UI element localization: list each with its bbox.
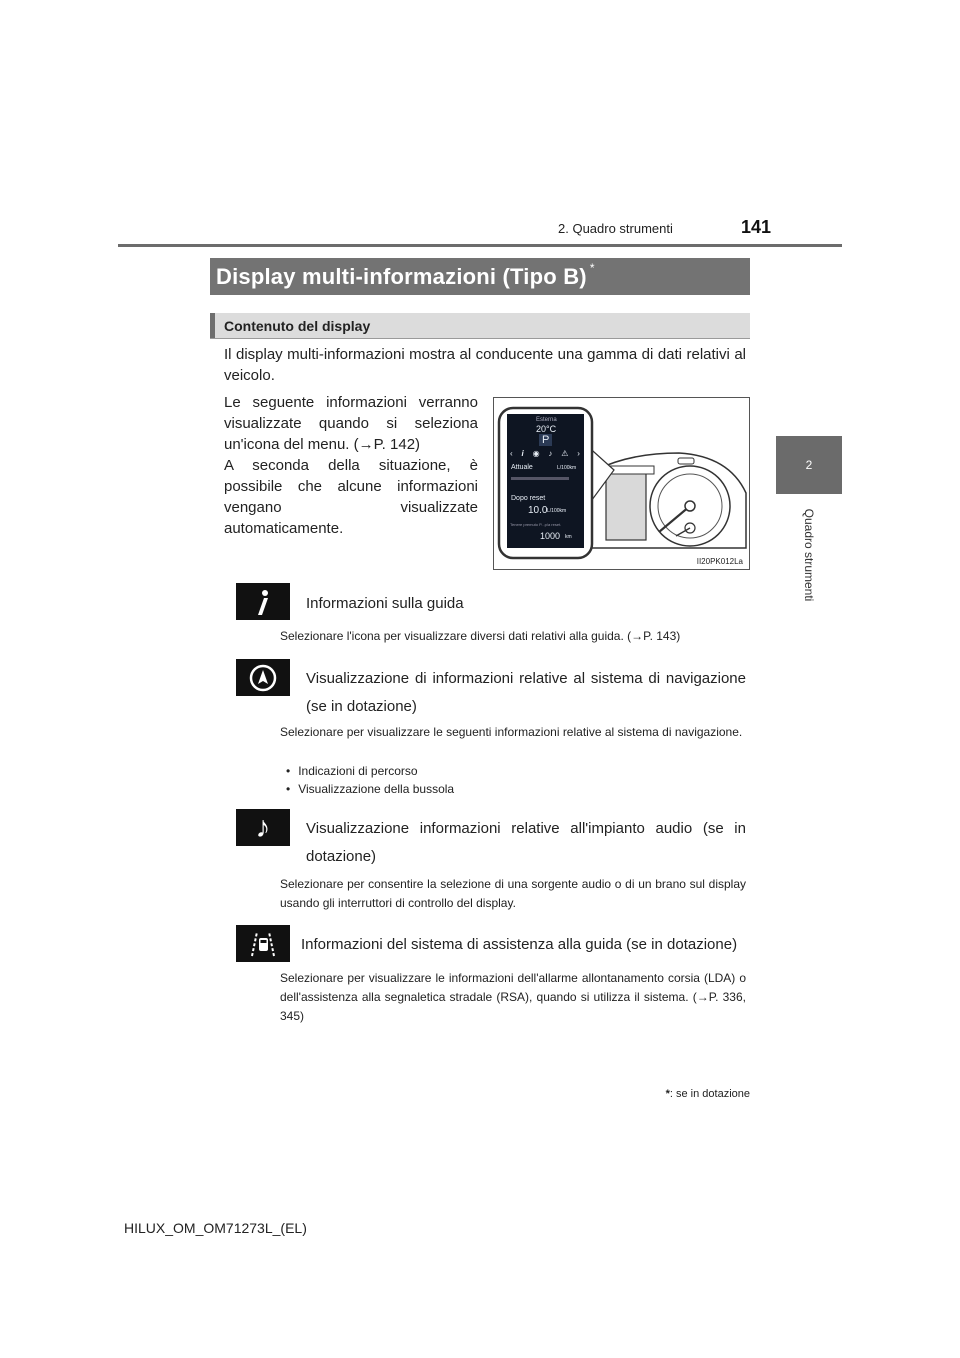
music-note-icon: ♪ (236, 809, 290, 846)
item-title-navigation: Visualizzazione di informazioni relative al sistema di navigazione (se in dotazione) (306, 670, 746, 715)
side-label-text: Quadro strumenti (802, 508, 816, 602)
screen-reset-value: 10.0 (528, 505, 548, 516)
chapter-side-label (802, 500, 816, 610)
driving-assist-icon (236, 925, 290, 962)
lead-line-2: A seconda della situazione, è possibile che alcune informazioni vengano visualizzate automaticamente. (224, 457, 478, 537)
screen-reset-label: Dopo reset (511, 495, 546, 502)
display-screen (508, 415, 583, 547)
screen-current-label: Attuale (511, 464, 533, 471)
page-number: 141 (741, 217, 772, 237)
screen-current-unit: L/100km (557, 465, 577, 471)
subsection-title: Contenuto del display (224, 318, 371, 334)
chevron-right-icon: › (577, 449, 580, 458)
header-divider (118, 244, 842, 247)
screen-top-label: Esterna (536, 417, 557, 423)
chapter-side-tab (776, 436, 842, 494)
document-code-footer: HILUX_OM_OM71273L_(EL) (124, 1220, 307, 1236)
screen-odo-unit: km (565, 534, 572, 540)
info-i-icon: i (521, 449, 524, 458)
screen-gear: P (539, 434, 552, 446)
section-title-bar (210, 258, 750, 295)
item-desc-driving-assist: Selezionare per visualizzare le informazioni dell'allarme allontanamento corsia (LDA) o dell'assistenza alla segnaletica stradale (RSA), quando si utilizza il sistema. (→P. 336, 345) (280, 971, 746, 1023)
subsection-accent (210, 313, 215, 338)
navigation-bullet-list (280, 762, 746, 798)
navigation-icon: ◉ (532, 449, 540, 458)
instrument-cluster-figure (493, 397, 750, 570)
screen-odo-value: 1000 (540, 531, 561, 541)
screen-reset-unit: L/100km (547, 508, 567, 514)
item-desc-navigation: Selezionare per visualizzare le seguenti informazioni relative al sistema di navigazione. (280, 725, 743, 739)
list-item: • Visualizzazione della bussola (280, 780, 746, 798)
lead-paragraph (224, 392, 478, 539)
screen-temperature: 20°C (536, 424, 557, 434)
footnote (666, 1088, 750, 1100)
footnote-mark: * (665, 1088, 670, 1100)
screen-note: Tenere premuto P...p/a reset. (510, 522, 562, 527)
side-tab-number: 2 (805, 458, 813, 472)
intro-paragraph: Il display multi-informazioni mostra al conducente una gamma di dati relativi al veicolo. (224, 346, 746, 384)
screen-menu-icons (510, 449, 580, 459)
chapter-title: 2. Quadro strumenti (558, 221, 673, 236)
chevron-left-icon: ‹ (510, 449, 513, 458)
screen-current-bar (511, 477, 569, 480)
music-note-icon: ♪ (548, 449, 553, 458)
item-desc-audio: Selezionare per consentire la selezione di una sorgente audio o di un brano sul display usando gli interruttori di controllo del display. (280, 877, 746, 910)
item-title-driving-info: Informazioni sulla guida (306, 595, 464, 612)
subsection-bar (210, 313, 750, 339)
asterisk-mark: * (589, 260, 595, 275)
figure-code: II20PK012La (696, 557, 743, 566)
footnote-text: : se in dotazione (669, 1088, 750, 1100)
list-item: • Indicazioni di percorso (280, 762, 746, 780)
lead-line-1: Le seguente informazioni verranno visualizzate quando si seleziona un'icona del menu. (→P. 142) (224, 394, 478, 453)
item-desc-driving-info: Selezionare l'icona per visualizzare diversi dati relativi alla guida. (→P. 143) (280, 629, 681, 643)
info-i-icon (236, 583, 290, 620)
item-title-driving-assist: Informazioni del sistema di assistenza alla guida (se in dotazione) (301, 936, 738, 953)
warning-icon: ⚠ (561, 449, 569, 458)
navigation-arrow-icon (236, 659, 290, 696)
section-title: Display multi-informazioni (Tipo B) (216, 263, 587, 289)
item-title-audio: Visualizzazione informazioni relative all'impianto audio (se in dotazione) (306, 820, 746, 865)
